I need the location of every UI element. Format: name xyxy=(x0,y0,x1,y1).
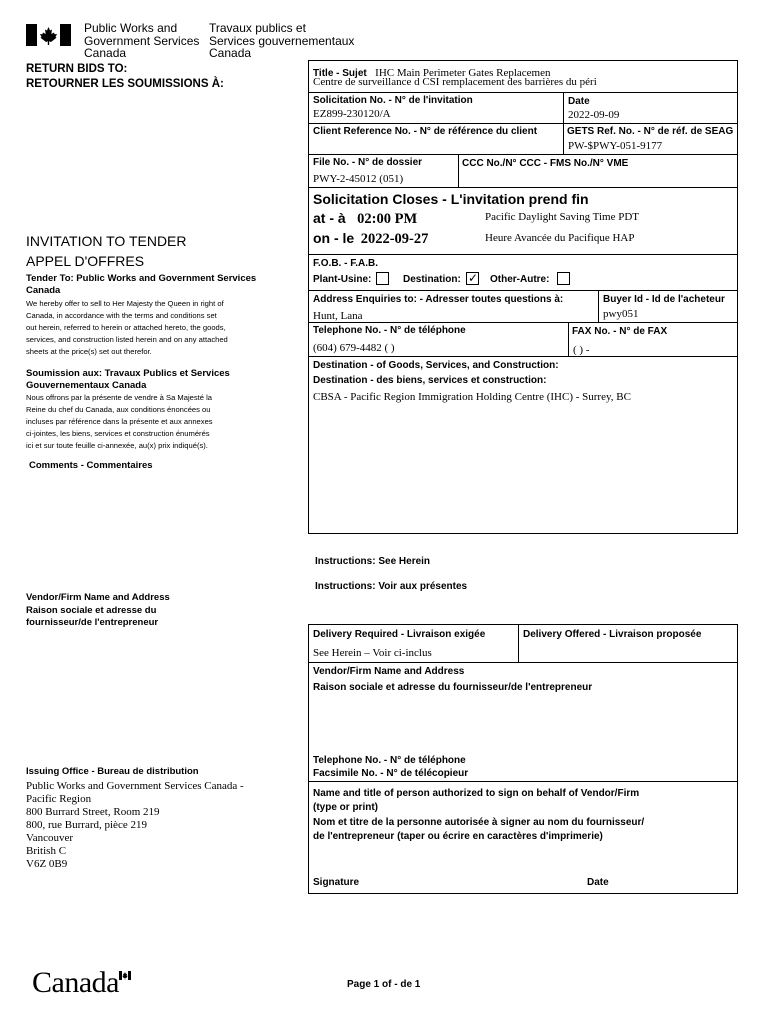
offer-fr xyxy=(26,392,213,452)
fax-label: FAX No. - N° de FAX xyxy=(572,326,668,337)
auth-line: (type or print) xyxy=(313,802,378,814)
org-en-line: Canada xyxy=(84,46,127,60)
org-name-fr xyxy=(209,22,354,60)
divider xyxy=(308,662,738,663)
page-number: Page 1 of - de 1 xyxy=(347,979,421,990)
delivery-required-label: Delivery Required - Livraison exigée xyxy=(313,629,486,640)
ccc-label: CCC No./N° CCC - FMS No./N° VME xyxy=(462,158,629,169)
divider xyxy=(458,154,459,187)
divider xyxy=(308,154,738,155)
on-label: on - le xyxy=(313,230,355,246)
other-checkbox[interactable] xyxy=(557,272,570,285)
auth-line: de l'entrepreneur (taper ou écrire en caractères d'imprimerie) xyxy=(313,830,603,842)
divider xyxy=(308,322,738,323)
address-line: V6Z 0B9 xyxy=(26,858,68,870)
fob-label: F.O.B. - F.A.B. xyxy=(313,258,378,269)
comments-label: Comments - Commentaires xyxy=(29,460,153,471)
plant-checkbox[interactable] xyxy=(376,272,389,285)
tender-to-line: Canada xyxy=(26,285,61,296)
offer-fr-line: ici et sur toute feuille ci-annexée, au(x) prix indiqué(s). xyxy=(26,441,208,451)
plant-label: Plant-Usine: xyxy=(313,274,372,285)
client-ref-label: Client Reference No. - N° de référence du client xyxy=(313,126,538,137)
dest-goods-label-fr: Destination - des biens, services et construction: xyxy=(313,375,547,386)
address-enquiries-value: Hunt, Lana xyxy=(313,310,363,322)
divider xyxy=(308,123,738,124)
wordmark-flag-icon xyxy=(119,967,131,976)
soumission-line: Gouvernementaux Canada xyxy=(26,380,147,391)
issuing-office-address xyxy=(26,780,244,871)
at-value: 02:00 PM xyxy=(357,211,418,227)
canada-wordmark: Canada xyxy=(32,966,119,999)
phone-label: Telephone No. - N° de téléphone xyxy=(313,325,466,336)
divider xyxy=(308,781,738,782)
address-line: 800, rue Burrard, pièce 219 xyxy=(26,819,147,831)
instructions-en: Instructions: See Herein xyxy=(315,556,431,567)
issuing-office-label: Issuing Office - Bureau de distribution xyxy=(26,766,199,777)
destination-label: Destination: xyxy=(403,274,461,285)
tender-to xyxy=(26,273,256,297)
offer-en-line: services, and construction listed herein and on any attached xyxy=(26,335,228,345)
offer-en-line: out herein, referred to herein or attached hereto, the goods, xyxy=(26,323,226,333)
org-en-line: Government Services xyxy=(84,33,200,48)
vendor-left-line: fournisseur/de l'entrepreneur xyxy=(26,617,159,628)
timezone-fr: Heure Avancée du Pacifique HAP xyxy=(485,232,635,244)
file-label: File No. - N° de dossier xyxy=(313,157,423,168)
address-enquiries-label: Address Enquiries to: - Adresser toutes questions à: xyxy=(313,294,564,305)
fax-value: ( ) - xyxy=(573,344,590,356)
dest-goods-label-en: Destination - of Goods, Services, and Construction: xyxy=(313,360,559,371)
destination-checkbox[interactable] xyxy=(466,272,479,285)
divider xyxy=(308,92,738,93)
gets-value: PW-$PWY-051-9177 xyxy=(568,140,663,152)
vendor-left-line: Raison sociale et adresse du xyxy=(26,604,157,616)
divider xyxy=(308,356,738,357)
gets-label: GETS Ref. No. - N° de réf. de SEAG xyxy=(567,126,734,137)
offer-en-line: We hereby offer to sell to Her Majesty the Queen in right of xyxy=(26,299,224,308)
return-bids xyxy=(26,62,224,92)
org-fr-line: Canada xyxy=(209,46,252,60)
address-line: Pacific Region xyxy=(26,793,92,805)
tender-to-line: Tender To: Public Works and Government Services xyxy=(26,273,257,284)
address-line: Vancouver xyxy=(26,832,74,844)
org-en-line: Public Works and xyxy=(84,21,178,35)
vendor-left-line: Vendor/Firm Name and Address xyxy=(26,592,170,603)
closing-time xyxy=(313,210,417,228)
divider xyxy=(563,92,564,154)
title-label: Title - Sujet xyxy=(313,68,367,79)
address-line: 800 Burrard Street, Room 219 xyxy=(26,806,160,818)
return-bids-en: RETURN BIDS TO: xyxy=(26,63,128,75)
at-label: at - à xyxy=(313,210,346,226)
phone-value: (604) 679-4482 ( ) xyxy=(313,342,395,354)
signature-label: Signature xyxy=(313,877,360,888)
signature-date-label: Date xyxy=(587,877,609,888)
buyer-id-value: pwy051 xyxy=(603,308,639,320)
dest-goods-value: CBSA - Pacific Region Immigration Holding Centre (IHC) - Surrey, BC xyxy=(313,391,631,403)
check-mark-icon: ✓ xyxy=(468,271,479,285)
canada-flag-icon xyxy=(26,24,71,46)
offer-en-line: Canada, in accordance with the terms and conditions set xyxy=(26,311,217,321)
offer-en xyxy=(26,298,228,358)
auth-line: Nom et titre de la personne autorisée à signer au nom du fournisseur/ xyxy=(313,816,645,828)
address-line: Public Works and Government Services Canada - xyxy=(26,780,244,792)
timezone-en: Pacific Daylight Saving Time PDT xyxy=(485,211,639,223)
vendor-fax-label: Facsimile No. - N° de télécopieur xyxy=(313,768,469,779)
closes-heading: Solicitation Closes - L'invitation prend fin xyxy=(313,191,589,207)
soumission-aux xyxy=(26,368,230,392)
org-fr-line: Services gouvernementaux xyxy=(209,33,355,48)
soumission-line: Soumission aux: Travaux Publics et Services xyxy=(26,368,230,379)
solicitation-label: Solicitation No. - N° de l'invitation xyxy=(313,95,473,106)
date-label: Date xyxy=(568,96,590,107)
vendor-label-fr: Raison sociale et adresse du fournisseur/de l'entrepreneur xyxy=(313,682,593,693)
divider xyxy=(308,187,738,188)
date-value: 2022-09-09 xyxy=(568,109,620,121)
file-value: PWY-2-45012 (051) xyxy=(313,173,404,185)
offer-fr-line: ci-jointes, les biens, services et construction énumérés xyxy=(26,429,210,439)
closing-date xyxy=(313,230,428,248)
address-line: British C xyxy=(26,845,67,857)
authorized-person-label xyxy=(313,787,644,844)
invitation-en: INVITATION TO TENDER xyxy=(26,233,187,249)
divider xyxy=(308,254,738,255)
delivery-offered-label: Delivery Offered - Livraison proposée xyxy=(523,629,702,640)
vendor-label: Vendor/Firm Name and Address xyxy=(313,666,465,677)
invitation-fr: APPEL D'OFFRES xyxy=(26,253,145,269)
divider xyxy=(598,290,599,322)
divider xyxy=(568,322,569,356)
offer-fr-line: Nous offrons par la présente de vendre à Sa Majesté la xyxy=(26,393,213,402)
offer-fr-line: incluses par référence dans la présente et aux annexes xyxy=(26,417,213,427)
divider xyxy=(308,290,738,291)
offer-en-line: sheets at the price(s) set out therefor. xyxy=(26,347,152,357)
other-label: Other-Autre: xyxy=(490,274,550,285)
auth-line: Name and title of person authorized to sign on behalf of Vendor/Firm xyxy=(313,788,640,799)
title-value-fr: Centre de surveillance d CSI remplacement des barrières du péri xyxy=(313,76,597,88)
instructions-fr: Instructions: Voir aux présentes xyxy=(315,581,468,592)
org-name-en xyxy=(84,22,199,60)
vendor-tel-label: Telephone No. - N° de téléphone xyxy=(313,755,466,766)
solicitation-value: EZ899-230120/A xyxy=(313,108,391,120)
divider xyxy=(518,624,519,662)
on-value: 2022-09-27 xyxy=(360,231,429,247)
delivery-required-value: See Herein – Voir ci-inclus xyxy=(313,647,432,659)
offer-fr-line: Reine du chef du Canada, aux conditions énoncées ou xyxy=(26,405,211,415)
return-bids-fr: RETOURNER LES SOUMISSIONS À: xyxy=(26,78,224,90)
vendor-label-left xyxy=(26,592,170,630)
invitation-heading xyxy=(26,231,187,271)
buyer-id-label: Buyer Id - Id de l'acheteur xyxy=(603,294,725,305)
org-fr-line: Travaux publics et xyxy=(209,21,306,35)
title-value: IHC Main Perimeter Gates Replacemen xyxy=(375,67,551,79)
